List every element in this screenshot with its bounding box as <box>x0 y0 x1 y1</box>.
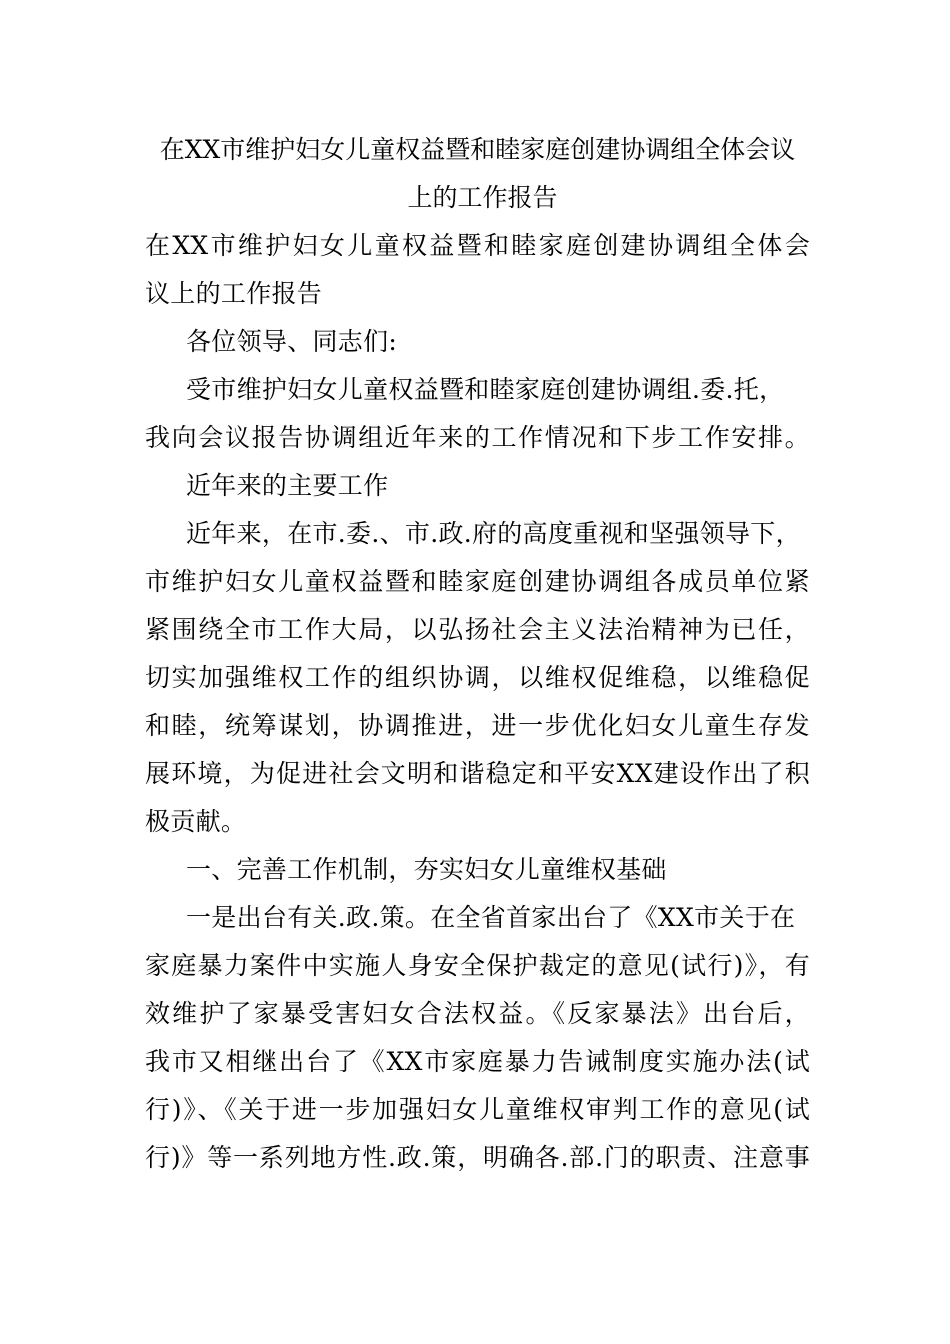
body-line-11: 和睦，统筹谋划，协调推进，进一步优化妇女儿童生存发 <box>145 711 810 740</box>
body-line-3: 各位领导、同志们: <box>186 327 398 356</box>
body-line-19: 行)》、《关于进一步加强妇女儿童维权审判工作的意见(试 <box>145 1095 810 1124</box>
document-title-line-1: 在XX市维护妇女儿童权益暨和睦家庭创建协调组全体会议 <box>159 135 796 164</box>
body-line-14: 一、完善工作机制，夯实妇女儿童维权基础 <box>186 855 667 884</box>
document-page <box>145 126 810 1182</box>
body-line-5: 我向会议报告协调组近年来的工作情况和下步工作安排。 <box>145 423 810 452</box>
body-line-1: 在XX市维护妇女儿童权益暨和睦家庭创建协调组全体会 <box>145 231 810 260</box>
body-line-18: 我市又相继出台了《XX市家庭暴力告诫制度实施办法(试 <box>145 1047 810 1076</box>
body-line-12: 展环境，为促进社会文明和谐稳定和平安XX建设作出了积 <box>145 759 810 788</box>
body-line-4: 受市维护妇女儿童权益暨和睦家庭创建协调组.委.托， <box>186 375 785 404</box>
body-line-13: 极贡献。 <box>145 807 247 836</box>
body-line-10: 切实加强维权工作的组织协调，以维权促维稳，以维稳促 <box>145 663 810 692</box>
body-line-20: 行)》等一系列地方性.政.策，明确各.部.门的职责、注意事 <box>145 1143 810 1172</box>
body-line-15: 一是出台有关.政.策。在全省首家出台了《XX市关于在 <box>186 903 796 932</box>
document-title-line-2: 上的工作报告 <box>407 183 558 212</box>
body-line-9: 紧围绕全市工作大局，以弘扬社会主义法治精神为已任， <box>145 615 810 644</box>
body-line-7: 近年来，在市.委.、市.政.府的高度重视和坚强领导下， <box>186 519 801 548</box>
body-line-2: 议上的工作报告 <box>145 279 323 308</box>
body-line-6: 近年来的主要工作 <box>186 471 389 500</box>
body-line-8: 市维护妇女儿童权益暨和睦家庭创建协调组各成员单位紧 <box>145 567 810 596</box>
body-line-17: 效维护了家暴受害妇女合法权益。《反家暴法》出台后， <box>145 999 810 1028</box>
body-line-16: 家庭暴力案件中实施人身安全保护裁定的意见(试行)》，有 <box>145 951 810 980</box>
